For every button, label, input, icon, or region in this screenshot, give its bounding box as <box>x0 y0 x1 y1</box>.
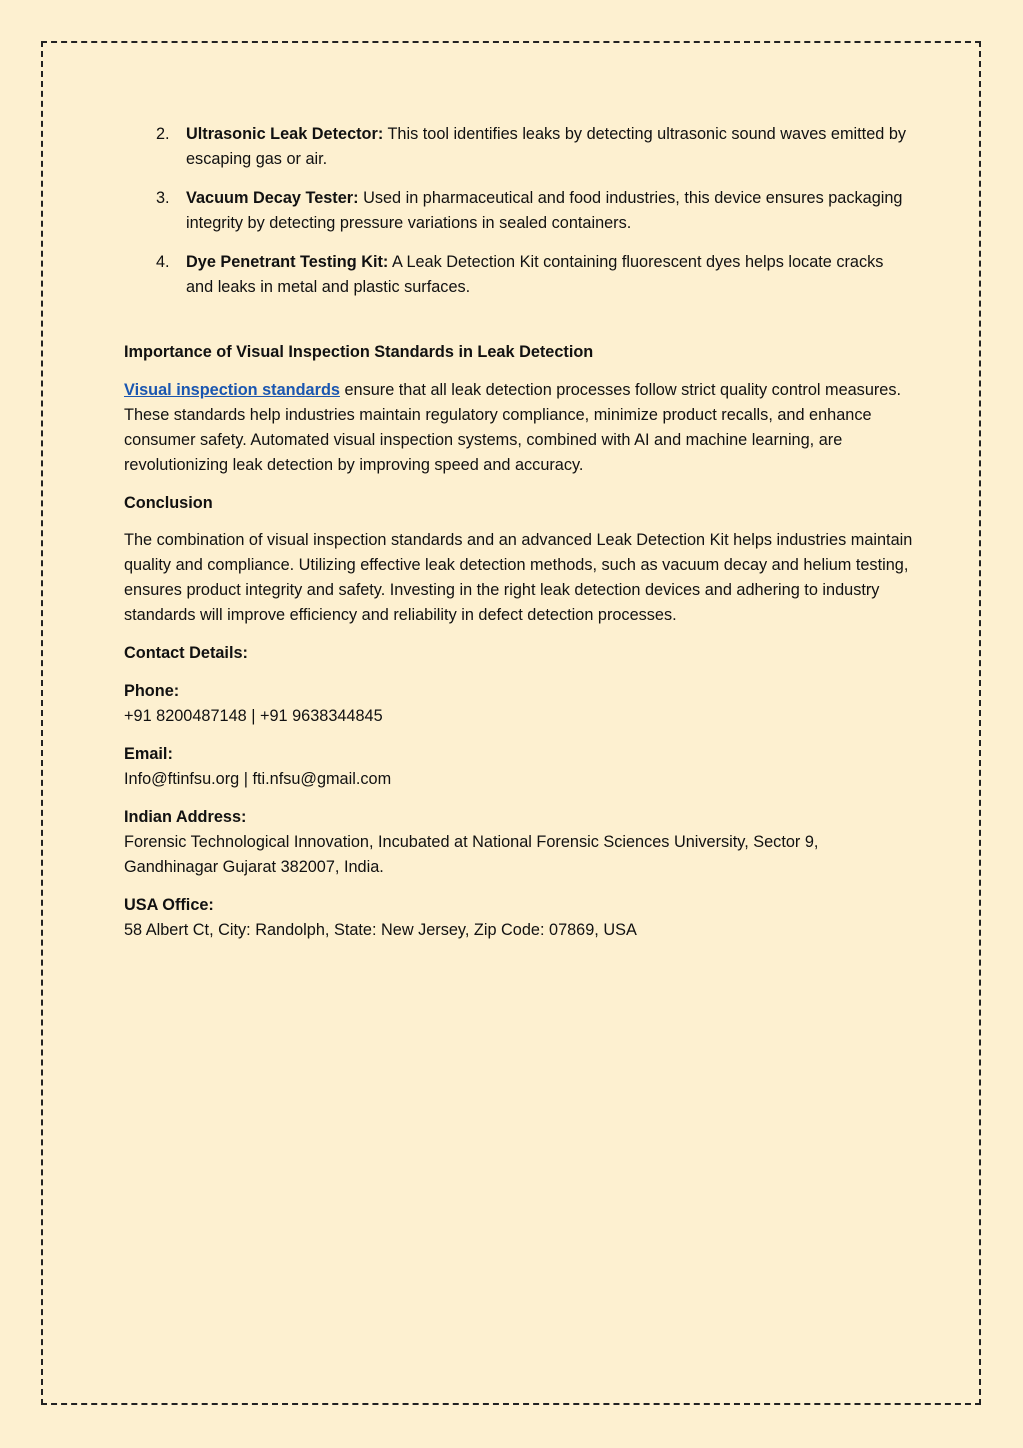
indian-address-block <box>124 805 914 880</box>
phone-value: +91 8200487148 | +91 9638344845 <box>124 707 383 725</box>
tools-list <box>124 122 914 300</box>
importance-paragraph <box>124 378 914 478</box>
email-value: Info@ftinfsu.org | fti.nfsu@gmail.com <box>124 770 392 788</box>
list-item <box>124 186 914 236</box>
document-content <box>124 122 914 956</box>
conclusion-paragraph: The combination of visual inspection standards and an advanced Leak Detection Kit helps industries maintain quality and compliance. Utilizing effective leak detection methods, such as vacuum decay and helium testing, ensures product integrity and safety. Investing in the right leak detection devices and adhering to industry standards will improve efficiency and reliability in defect detection processes. <box>124 531 913 624</box>
phone-block <box>124 679 914 729</box>
list-item <box>124 250 914 300</box>
usa-office-block <box>124 893 914 943</box>
list-item-number: 3. <box>156 189 170 207</box>
phone-label: Phone: <box>124 682 180 700</box>
importance-heading: Importance of Visual Inspection Standards in Leak Detection <box>124 343 594 361</box>
indian-address-value: Forensic Technological Innovation, Incubated at National Forensic Sciences University, Sector 9, Gandhinagar Gujarat 382007, India. <box>124 833 819 876</box>
list-item-text: A Leak Detection Kit containing fluorescent dyes helps locate cracks and leaks in metal and plastic surfaces. <box>186 253 884 296</box>
list-item-number: 2. <box>156 125 170 143</box>
importance-body: ensure that all leak detection processes follow strict quality control measures. These standards help industries maintain regulatory compliance, minimize product recalls, and enhance consumer safety. Automated visual inspection systems, combined with AI and machine learning, are revolutionizing leak detection by improving speed and accuracy. <box>124 381 902 474</box>
usa-office-label: USA Office: <box>124 896 214 914</box>
visual-inspection-standards-link[interactable]: Visual inspection standards <box>124 381 340 399</box>
list-item-text: Used in pharmaceutical and food industries, this device ensures packaging integrity by detecting pressure variations in sealed containers. <box>186 189 903 232</box>
list-item <box>124 122 914 172</box>
list-item-term: Vacuum Decay Tester: <box>186 189 359 207</box>
email-label: Email: <box>124 745 173 763</box>
list-item-text: This tool identifies leaks by detecting ultrasonic sound waves emitted by escaping gas or air. <box>186 125 907 168</box>
usa-office-value: 58 Albert Ct, City: Randolph, State: New Jersey, Zip Code: 07869, USA <box>124 921 637 939</box>
indian-address-label: Indian Address: <box>124 808 247 826</box>
list-item-term: Ultrasonic Leak Detector: <box>186 125 384 143</box>
conclusion-heading: Conclusion <box>124 494 213 512</box>
email-block <box>124 742 914 792</box>
contact-heading: Contact Details: <box>124 644 248 662</box>
list-item-number: 4. <box>156 253 170 271</box>
list-item-term: Dye Penetrant Testing Kit: <box>186 253 389 271</box>
